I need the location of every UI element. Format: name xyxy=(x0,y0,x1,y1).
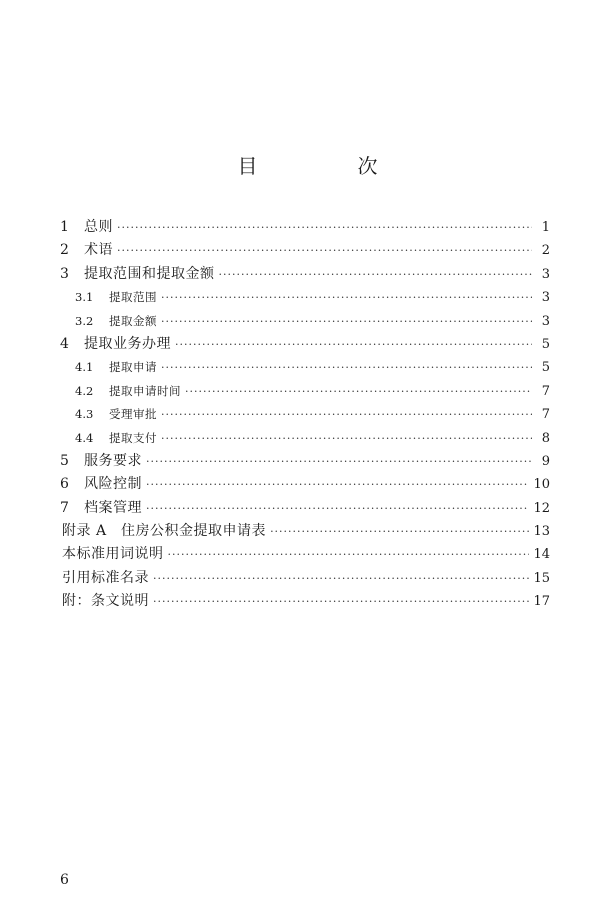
toc-entry-label: 提取支付 xyxy=(109,430,157,445)
toc-entry-number: 4.2 xyxy=(75,383,94,398)
toc-entry-number: 5 xyxy=(60,452,69,469)
toc-entry-number: 3.2 xyxy=(75,313,94,328)
toc-entry-label: 总则 xyxy=(84,219,113,235)
toc-entry-page: 10 xyxy=(533,477,550,493)
toc-entry[interactable] xyxy=(60,497,550,520)
toc-entry-label: 附录 A 住房公积金提取申请表 xyxy=(62,523,267,540)
toc-entry-page: 7 xyxy=(541,383,550,399)
toc-entry[interactable] xyxy=(60,286,550,309)
toc-entry-number: 2 xyxy=(60,242,69,259)
toc-entry-page: 9 xyxy=(541,453,550,469)
toc-entry[interactable] xyxy=(60,520,550,543)
toc-entry[interactable] xyxy=(60,403,550,426)
toc-leader-dots xyxy=(161,286,532,309)
toc-entry-page: 8 xyxy=(541,430,550,446)
toc-entry-number: 6 xyxy=(60,476,69,493)
toc-entry-label: 引用标准名录 xyxy=(62,569,149,586)
toc-entry-label: 服务要求 xyxy=(84,452,142,469)
toc-entry-number: 4.3 xyxy=(75,407,94,422)
toc-entry-label: 风险控制 xyxy=(84,476,142,493)
toc-entry-page: 7 xyxy=(541,407,550,423)
toc-entry-label: 术语 xyxy=(84,242,113,259)
toc-entry-label: 提取业务办理 xyxy=(84,335,171,352)
toc-entry-label: 提取范围 xyxy=(109,290,157,305)
toc-entry-page: 3 xyxy=(541,313,550,329)
toc-leader-dots xyxy=(146,473,529,496)
toc-entry[interactable] xyxy=(60,310,550,333)
toc-entry[interactable] xyxy=(60,473,550,496)
toc-entry-number: 3.1 xyxy=(75,290,94,305)
toc-entry-number: 4.1 xyxy=(75,360,94,375)
toc-entry-label: 本标准用词说明 xyxy=(62,546,164,563)
toc-entry-number: 1 xyxy=(60,219,69,235)
toc-leader-dots xyxy=(161,427,532,450)
toc-leader-dots xyxy=(146,497,529,520)
toc-entry[interactable] xyxy=(60,590,550,613)
toc-entry-label: 受理审批 xyxy=(109,407,157,422)
toc-leader-dots xyxy=(161,356,532,379)
toc-entry-page: 5 xyxy=(541,360,550,376)
toc-leader-dots xyxy=(153,567,529,590)
toc-entry-number: 7 xyxy=(60,499,69,516)
toc-entry-number: 4.4 xyxy=(75,430,94,445)
toc-leader-dots xyxy=(168,543,530,566)
toc-entry[interactable] xyxy=(60,450,550,473)
toc-entry-label: 附：条文说明 xyxy=(62,593,149,610)
toc-entry[interactable] xyxy=(60,239,550,262)
page-number: 6 xyxy=(60,872,69,888)
toc-leader-dots xyxy=(146,450,532,473)
toc-entry[interactable] xyxy=(60,427,550,450)
toc-entry-label: 提取申请时间 xyxy=(109,383,181,398)
toc-leader-dots xyxy=(117,216,532,239)
table-of-contents xyxy=(60,216,550,614)
toc-entry[interactable] xyxy=(60,216,550,239)
toc-entry[interactable] xyxy=(60,567,550,590)
toc-entry-label: 档案管理 xyxy=(84,499,142,516)
toc-entry-page: 17 xyxy=(533,594,550,610)
toc-entry[interactable] xyxy=(60,333,550,356)
toc-entry-label: 提取申请 xyxy=(109,360,157,375)
toc-title: 目 次 xyxy=(237,154,418,178)
toc-entry-page: 5 xyxy=(541,336,550,352)
toc-entry-page: 14 xyxy=(533,547,550,563)
toc-leader-dots xyxy=(117,239,532,262)
toc-entry[interactable] xyxy=(60,380,550,403)
toc-entry-label: 提取金额 xyxy=(109,313,157,328)
toc-entry-page: 15 xyxy=(533,570,550,586)
toc-leader-dots xyxy=(153,590,529,613)
toc-entry-number: 3 xyxy=(60,265,69,282)
toc-entry-page: 2 xyxy=(541,243,550,259)
toc-entry[interactable] xyxy=(60,263,550,286)
toc-leader-dots xyxy=(161,310,532,333)
toc-entry-page: 3 xyxy=(541,290,550,306)
toc-leader-dots xyxy=(270,520,529,543)
toc-leader-dots xyxy=(185,380,532,403)
toc-entry-page: 12 xyxy=(533,500,550,516)
toc-entry-page: 3 xyxy=(541,266,550,282)
toc-entry-label: 提取范围和提取金额 xyxy=(84,265,215,282)
toc-leader-dots xyxy=(175,333,532,356)
toc-entry[interactable] xyxy=(60,356,550,379)
toc-entry-page: 1 xyxy=(541,220,550,235)
toc-leader-dots xyxy=(219,263,533,286)
toc-entry-number: 4 xyxy=(60,335,69,352)
toc-entry-page: 13 xyxy=(533,524,550,540)
toc-leader-dots xyxy=(161,403,532,426)
toc-entry[interactable] xyxy=(60,543,550,566)
